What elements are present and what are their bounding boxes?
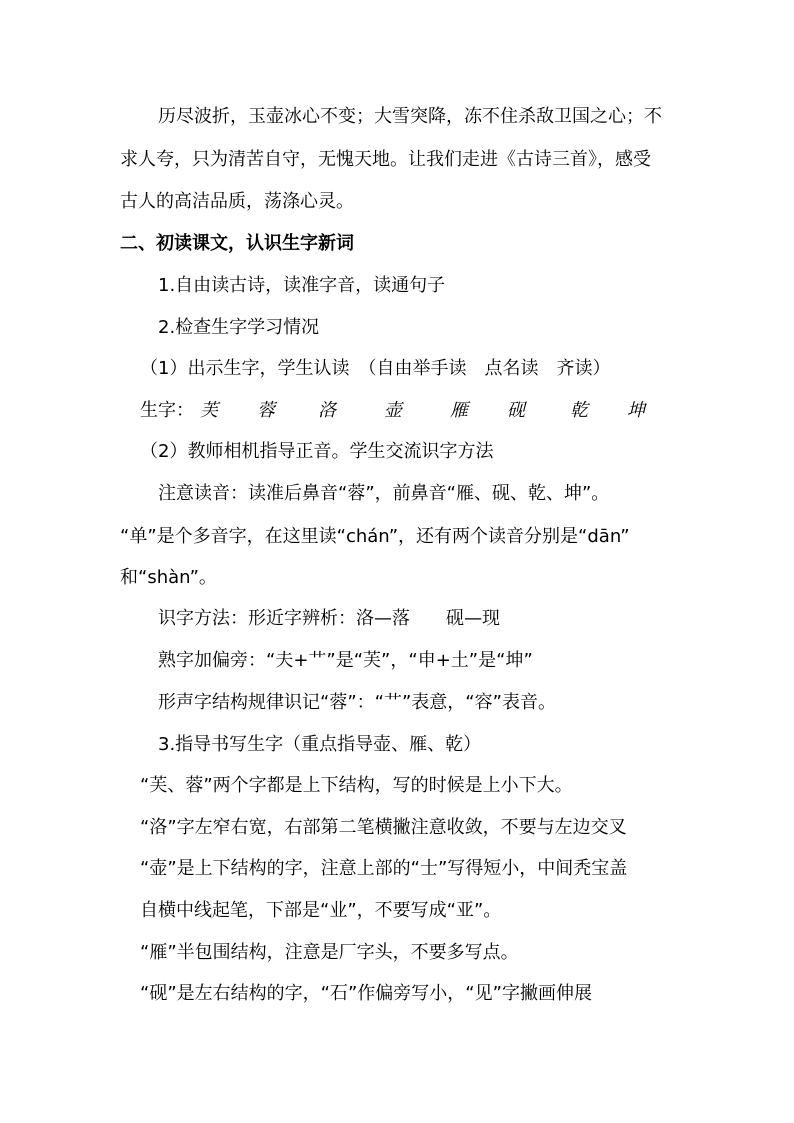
writing-note: “雁”半包围结构，注意是厂字头，不要多写点。 — [140, 942, 519, 963]
writing-note: “洛”字左窄右宽，右部第二笔横撇注意收敛，不要与左边交叉 — [140, 817, 627, 838]
new-characters-row — [140, 399, 700, 423]
sub-step-2: （2）教师相机指导正音。学生交流识字方法 — [140, 441, 494, 462]
new-char: 蓉 — [257, 400, 275, 421]
writing-note: “芙、蓉”两个字都是上下结构，写的时候是上小下大。 — [140, 775, 573, 796]
new-char: 砚 — [507, 400, 525, 421]
new-char: 洛 — [318, 400, 336, 421]
writing-note: 自横中线起笔，下部是“业”，不要写成“亚”。 — [140, 900, 502, 921]
sub-step-1: （1）出示生字，学生认读 （自由举手读 点名读 齐读） — [140, 358, 611, 379]
new-char: 乾 — [570, 400, 588, 421]
intro-line-2: 求人夸，只为清苦自守，无愧天地。让我们走进《古诗三首》，感受 — [120, 149, 651, 170]
step-3: 3.指导书写生字（重点指导壶、雁、乾） — [158, 734, 482, 755]
writing-note: “砚”是左右结构的字，“石”作偏旁写小，“见”字撇画伸展 — [140, 983, 592, 1004]
intro-line-1: 历尽波折，玉壶冰心不变；大雪突降，冻不住杀敌卫国之心；不 — [158, 106, 662, 127]
step-2: 2.检查生字学习情况 — [158, 317, 320, 338]
method-add-radical: 熟字加偏旁：“夫+艹”是“芙”，“申+土”是“坤” — [158, 650, 533, 671]
step-1: 1.自由读古诗，读准字音，读通句子 — [158, 275, 446, 296]
method-phonetic: 形声字结构规律识记“蓉”：“艹”表意，“容”表音。 — [158, 692, 556, 713]
new-chars-label: 生字： — [140, 400, 194, 421]
section-heading: 二、初读课文，认识生字新词 — [120, 233, 354, 254]
pronunciation-line-1: 注意读音：读准后鼻音“蓉”，前鼻音“雁、砚、乾、坤”。 — [158, 483, 610, 504]
new-char: 壶 — [384, 400, 402, 421]
pronunciation-line-3: 和“shàn”。 — [120, 567, 217, 588]
intro-line-3: 古人的高洁品质，荡涤心灵。 — [120, 191, 354, 212]
writing-note: “壶”是上下结构的字，注意上部的“士”写得短小，中间秃宝盖 — [140, 858, 628, 879]
method-similar-shapes: 识字方法：形近字辨析：洛—落 砚—现 — [158, 608, 500, 629]
new-char: 坤 — [627, 400, 645, 421]
new-char: 芙 — [200, 400, 218, 421]
new-char: 雁 — [450, 400, 468, 421]
pronunciation-line-2: “单”是个多音字，在这里读“chán”，还有两个读音分别是“dān” — [120, 526, 630, 547]
